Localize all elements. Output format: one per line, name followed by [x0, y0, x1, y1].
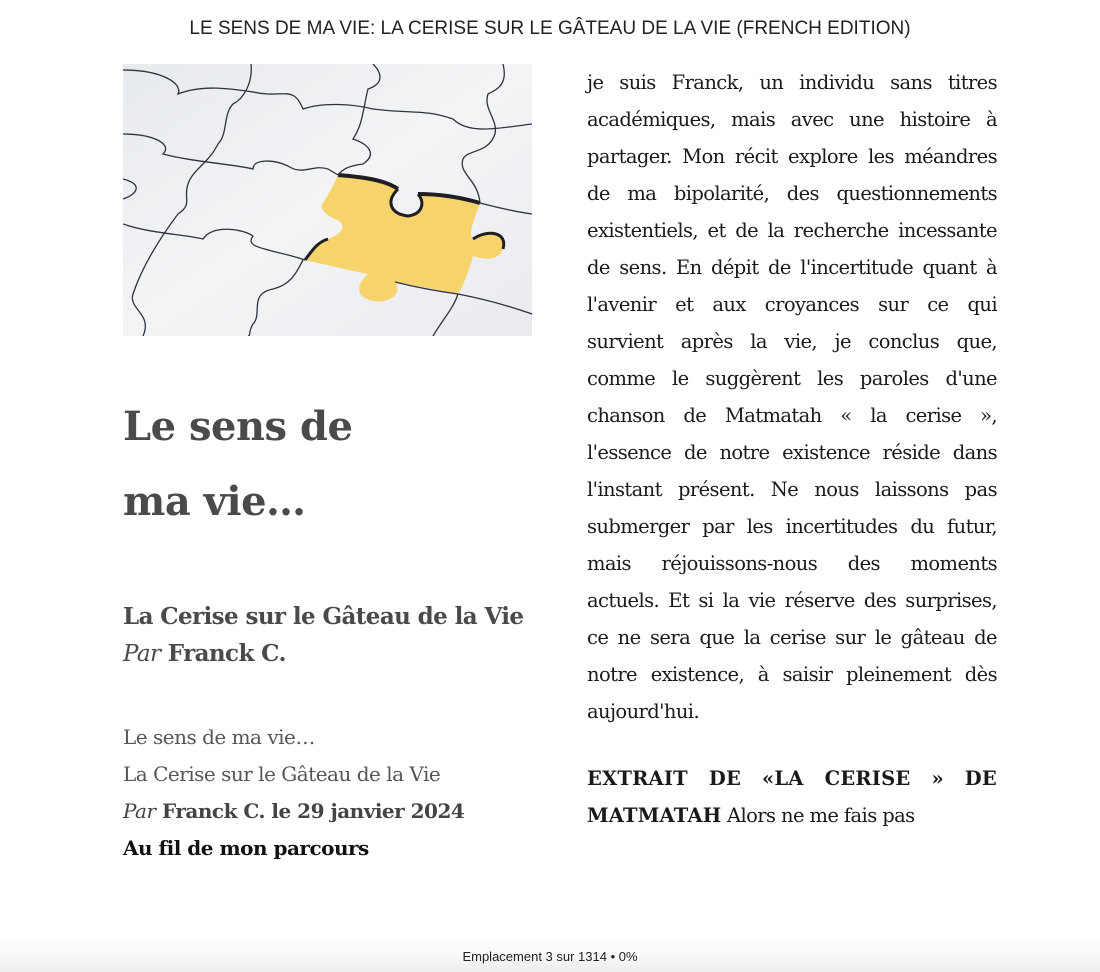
book-title-line-1: Le sens de — [123, 403, 353, 450]
meta-section-title: Au fil de mon parcours — [123, 836, 369, 860]
excerpt-heading: EXTRAIT DE «LA CERISE » DE MATMATAH — [587, 767, 997, 827]
meta-author-date — [123, 793, 533, 830]
book-title-header: LE SENS DE MA VIE: LA CERISE SUR LE GÂTEAU DE LA VIE (FRENCH EDITION) — [189, 18, 911, 39]
body-paragraph: je suis Franck, un individu sans titres académiques, mais avec une histoire à partager. Mon récit explore les méandres de ma bipolarité, des questionnements existentiels, et de la recherche incessante de sens. En dépit de l'incertitude quant à l'avenir et aux croyances sur ce qui survient après la vie, je conclus que, comme le suggèrent les paroles d'une chanson de Matmatah « la cerise », l'essence de notre existence réside dans l'instant présent. Ne nous laissons pas submerger par les incertitudes du futur, mais réjouissons-nous des moments actuels. Et si la vie réserve des surprises, ce ne sera que la cerise sur le gâteau de notre existence, à saisir pleinement dès aujourd'hui. — [587, 71, 997, 723]
location-indicator[interactable]: Emplacement 3 sur 1314 • 0% — [462, 949, 638, 964]
reader-footer — [0, 932, 1100, 972]
meta-subtitle: La Cerise sur le Gâteau de la Vie — [123, 762, 441, 786]
book-subtitle: La Cerise sur le Gâteau de la Vie — [123, 603, 524, 630]
byline-prefix: Par — [123, 641, 161, 667]
byline-author: Franck C. — [160, 640, 286, 667]
book-title — [123, 389, 533, 539]
meta-title: Le sens de ma vie… — [123, 725, 315, 749]
excerpt-text: Alors ne me fais pas — [721, 804, 915, 827]
title-meta-block — [123, 719, 533, 867]
text-column — [587, 64, 997, 834]
meta-date-prefix: Par — [123, 799, 156, 823]
title-page-column — [123, 64, 533, 867]
cover-image — [123, 64, 532, 336]
excerpt-paragraph — [587, 760, 997, 834]
book-byline — [123, 632, 533, 676]
meta-date-rest: Franck C. le 29 janvier 2024 — [155, 799, 465, 823]
book-title-line-2: ma vie… — [123, 478, 306, 525]
